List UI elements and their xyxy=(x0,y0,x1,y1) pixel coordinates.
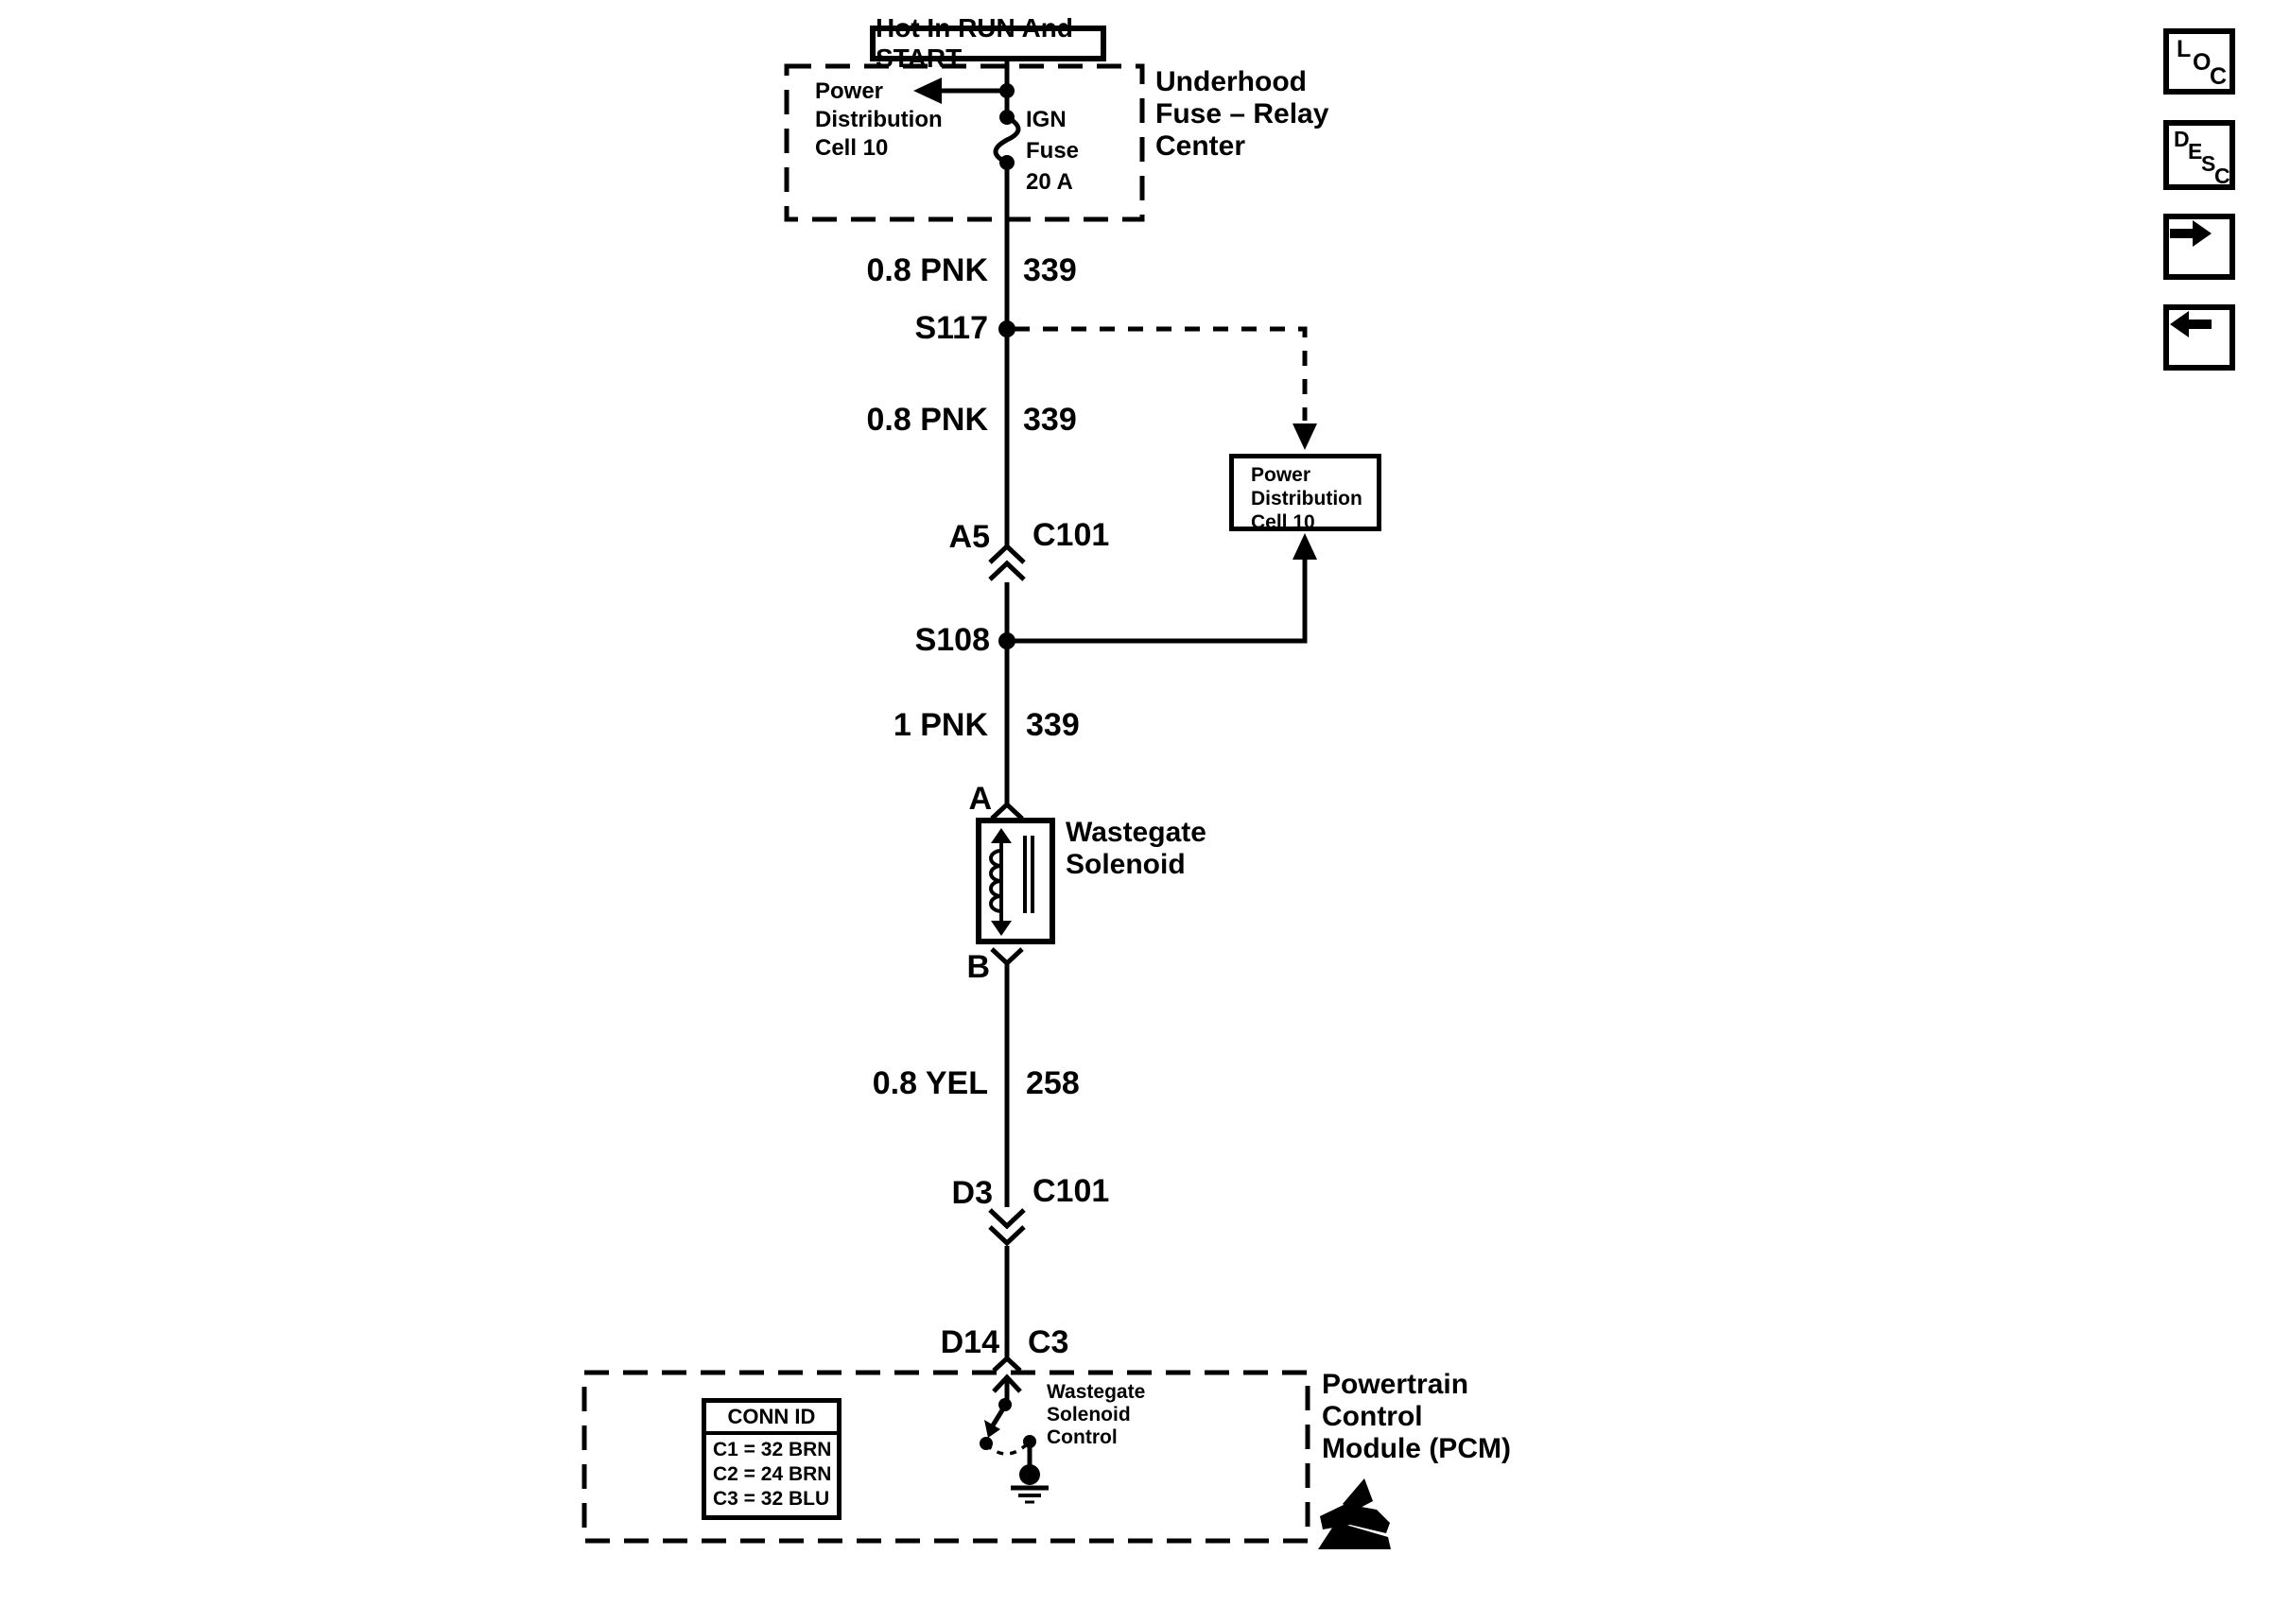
text-line: D xyxy=(2174,127,2190,151)
text-line: S xyxy=(2201,151,2216,176)
text-line: C xyxy=(2210,63,2228,90)
power-source-box xyxy=(870,13,1106,73)
terminal-b-icon xyxy=(992,949,1022,963)
connector-pin-d14: D14 xyxy=(940,1324,999,1360)
terminal-label-a: A xyxy=(968,781,992,817)
conn-id-rows xyxy=(706,1435,837,1515)
splice-label-s117: S117 xyxy=(914,310,988,346)
conn-id-row: C2 = 24 BRN xyxy=(713,1463,832,1485)
arrow-right-icon xyxy=(2169,219,2212,248)
wire-circuit-1: 339 xyxy=(1023,252,1077,288)
driver-dot-left xyxy=(980,1437,993,1450)
text-line: L xyxy=(2177,36,2192,62)
connector-c101-a5-icon2 xyxy=(990,563,1024,579)
text-line: IGN xyxy=(1026,107,1067,132)
conn-id-row: C1 = 32 BRN xyxy=(713,1439,832,1460)
text-line: Fuse – Relay xyxy=(1155,98,1329,130)
conn-id-row: C3 = 32 BLU xyxy=(713,1488,830,1510)
text-line: Distribution xyxy=(815,107,943,132)
text-line: Control xyxy=(1047,1426,1118,1448)
splice-label-s108: S108 xyxy=(914,622,990,658)
wastegate-solenoid-control-label xyxy=(1047,1381,1145,1449)
underhood-power-dist-label xyxy=(815,78,943,163)
splice-dot-s108 xyxy=(998,632,1015,649)
wire-spec-3: 1 PNK xyxy=(893,707,988,743)
splice-dot-s117 xyxy=(998,320,1015,337)
text-line: Power xyxy=(1251,464,1311,486)
solenoid-box xyxy=(979,821,1052,942)
ign-fuse-label xyxy=(1026,104,1079,198)
arrow-s108-up xyxy=(1293,533,1317,560)
underhood-center-title xyxy=(1155,66,1328,163)
text-line: C xyxy=(2214,164,2230,188)
wire-circuit-4: 258 xyxy=(1026,1065,1080,1101)
back-button[interactable] xyxy=(2163,304,2235,371)
coil-arrow-top xyxy=(991,828,1012,843)
connector-c101-d3-icon xyxy=(990,1210,1024,1226)
ground-dot xyxy=(1019,1464,1040,1485)
conn-id-header: CONN ID xyxy=(706,1403,837,1435)
text-line: Solenoid xyxy=(1047,1404,1131,1425)
text-line: Cell 10 xyxy=(1251,511,1315,533)
power-distribution-cell-box xyxy=(1229,454,1381,531)
text-line: Module (PCM) xyxy=(1322,1433,1511,1464)
terminal-label-b: B xyxy=(966,949,990,985)
wire-circuit-2: 339 xyxy=(1023,402,1077,438)
text-line: O xyxy=(2193,49,2212,76)
arrow-left-icon xyxy=(2169,310,2212,338)
connector-id-c101-d3: C101 xyxy=(1032,1173,1110,1209)
loc-button[interactable] xyxy=(2163,28,2235,95)
text-line: Wastegate xyxy=(1047,1381,1146,1403)
text-line: Distribution xyxy=(1251,488,1362,510)
text-line: Underhood xyxy=(1155,66,1307,97)
text-line: Center xyxy=(1155,130,1246,162)
text-line: E xyxy=(2188,139,2203,164)
connector-pin-d3: D3 xyxy=(951,1175,993,1211)
conn-id-table xyxy=(702,1398,842,1520)
text-line: Cell 10 xyxy=(815,135,889,161)
driver-dot-top xyxy=(998,1398,1012,1411)
text-line: Control xyxy=(1322,1401,1423,1432)
forward-button[interactable] xyxy=(2163,214,2235,280)
connector-c101-a5-icon xyxy=(990,546,1024,562)
text-line: 20 A xyxy=(1026,169,1073,195)
text-line: Power xyxy=(815,78,884,104)
junction-dot-top xyxy=(999,83,1015,98)
wire-spec-2: 0.8 PNK xyxy=(866,402,988,438)
junction-dot-fuse-bottom xyxy=(999,155,1015,170)
wire-circuit-3: 339 xyxy=(1026,707,1080,743)
s108-branch xyxy=(1015,560,1305,641)
arrow-s117-down xyxy=(1293,423,1317,450)
terminal-a-icon xyxy=(992,804,1022,819)
power-distribution-cell-text xyxy=(1251,463,1377,534)
connector-c101-d3-icon2 xyxy=(990,1227,1024,1243)
junction-dot-fuse-top xyxy=(999,110,1015,125)
text-line: Fuse xyxy=(1026,138,1080,164)
text-line: Solenoid xyxy=(1066,849,1186,880)
coil-core xyxy=(1025,836,1032,913)
connector-id-c3: C3 xyxy=(1028,1324,1069,1360)
wastegate-solenoid-title xyxy=(1066,817,1206,881)
connector-pin-a5: A5 xyxy=(948,519,990,555)
wire-spec-4: 0.8 YEL xyxy=(872,1065,988,1101)
power-source-label: Hot In RUN And START xyxy=(876,13,1073,73)
text-line: Powertrain xyxy=(1322,1369,1469,1400)
desc-button[interactable] xyxy=(2163,120,2235,190)
text-line: Wastegate xyxy=(1066,817,1206,848)
driver-dot-right xyxy=(1023,1435,1036,1448)
coil-arrow-bottom xyxy=(991,921,1012,936)
pcm-box-border xyxy=(584,1373,1308,1541)
pcm-title xyxy=(1322,1369,1511,1465)
connector-id-c101-a5: C101 xyxy=(1032,517,1110,553)
wire-spec-1: 0.8 PNK xyxy=(866,252,988,288)
